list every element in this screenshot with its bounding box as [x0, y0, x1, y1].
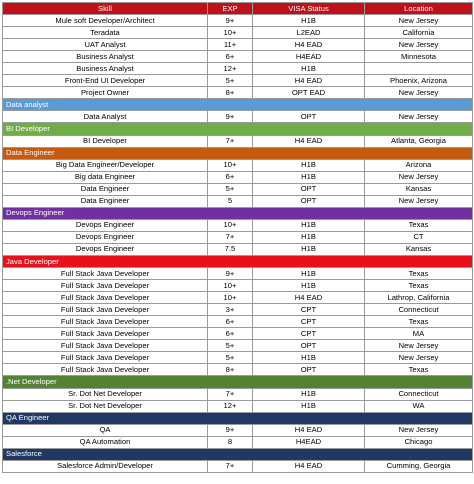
table-row: [3, 75, 473, 87]
cell-location: CT: [365, 231, 473, 243]
cell-location: Texas: [365, 280, 473, 292]
cell-skill: Business Analyst: [3, 51, 208, 63]
cell-skill: Full Stack Java Developer: [3, 268, 208, 280]
cell-visa-status: H1B: [253, 243, 365, 255]
cell-skill: UAT Analyst: [3, 39, 208, 51]
cell-visa-status: H1B: [253, 352, 365, 364]
table-row: [3, 400, 473, 412]
table-row: [3, 51, 473, 63]
cell-exp: 6+: [208, 316, 253, 328]
cell-visa-status: H4 EAD: [253, 460, 365, 472]
cell-skill: Data Engineer: [3, 195, 208, 207]
table-row: [3, 388, 473, 400]
cell-visa-status: H1B: [253, 219, 365, 231]
table-row: [3, 135, 473, 147]
header-skill: Skill: [3, 3, 208, 15]
skills-spreadsheet: [2, 2, 472, 473]
cell-visa-status: OPT: [253, 183, 365, 195]
cell-skill: Salesforce Admin/Developer: [3, 460, 208, 472]
cell-skill: Full Stack Java Developer: [3, 316, 208, 328]
cell-skill: Full Stack Java Developer: [3, 364, 208, 376]
cell-exp: 12+: [208, 63, 253, 75]
cell-visa-status: H1B: [253, 231, 365, 243]
cell-skill: Full Stack Java Developer: [3, 304, 208, 316]
cell-exp: 7+: [208, 460, 253, 472]
table-row: [3, 268, 473, 280]
table-row: [3, 424, 473, 436]
cell-location: New Jersey: [365, 39, 473, 51]
cell-skill: Devops Engineer: [3, 219, 208, 231]
cell-visa-status: H1B: [253, 159, 365, 171]
table-row: [3, 243, 473, 255]
table-row: [3, 280, 473, 292]
table-row: [3, 183, 473, 195]
cell-visa-status: H1B: [253, 388, 365, 400]
cell-visa-status: OPT: [253, 111, 365, 123]
cell-location: Lathrop, California: [365, 292, 473, 304]
table-row: [3, 352, 473, 364]
cell-skill: Sr. Dot Net Developer: [3, 388, 208, 400]
cell-exp: 7+: [208, 231, 253, 243]
cell-location: New Jersey: [365, 424, 473, 436]
cell-visa-status: OPT: [253, 195, 365, 207]
header-exp: EXP: [208, 3, 253, 15]
cell-exp: 8+: [208, 87, 253, 99]
section-title: QA Engineer: [3, 412, 473, 424]
cell-exp: 7+: [208, 135, 253, 147]
section-header-row: [3, 123, 473, 135]
cell-location: California: [365, 27, 473, 39]
table-row: [3, 171, 473, 183]
cell-skill: Full Stack Java Developer: [3, 340, 208, 352]
cell-visa-status: H1B: [253, 268, 365, 280]
cell-exp: 5+: [208, 352, 253, 364]
section-header-row: [3, 99, 473, 111]
cell-skill: Full Stack Java Developer: [3, 352, 208, 364]
cell-visa-status: H1B: [253, 63, 365, 75]
cell-location: Texas: [365, 219, 473, 231]
section-title: Salesforce: [3, 448, 473, 460]
cell-visa-status: CPT: [253, 328, 365, 340]
section-header-row: [3, 448, 473, 460]
cell-visa-status: L2EAD: [253, 27, 365, 39]
cell-exp: 5+: [208, 183, 253, 195]
cell-exp: 9+: [208, 111, 253, 123]
cell-exp: 10+: [208, 280, 253, 292]
cell-location: Texas: [365, 268, 473, 280]
table-row: [3, 27, 473, 39]
cell-exp: 12+: [208, 400, 253, 412]
cell-exp: 3+: [208, 304, 253, 316]
section-title: Data analyst: [3, 99, 473, 111]
cell-location: Kansas: [365, 183, 473, 195]
cell-visa-status: CPT: [253, 316, 365, 328]
table-row: [3, 39, 473, 51]
cell-exp: 6+: [208, 328, 253, 340]
cell-location: New Jersey: [365, 195, 473, 207]
cell-visa-status: H1B: [253, 400, 365, 412]
header-location: Location: [365, 3, 473, 15]
section-title: Java Developer: [3, 255, 473, 267]
cell-skill: Full Stack Java Developer: [3, 292, 208, 304]
section-title: Devops Engineer: [3, 207, 473, 219]
cell-exp: 8+: [208, 364, 253, 376]
cell-exp: 10+: [208, 27, 253, 39]
cell-visa-status: H4 EAD: [253, 135, 365, 147]
cell-skill: Big data Engineer: [3, 171, 208, 183]
cell-skill: Sr. Dot Net Developer: [3, 400, 208, 412]
cell-visa-status: H4 EAD: [253, 75, 365, 87]
table-row: [3, 292, 473, 304]
cell-location: [365, 63, 473, 75]
cell-visa-status: H4EAD: [253, 436, 365, 448]
header-visa-status: VISA Status: [253, 3, 365, 15]
cell-visa-status: H4 EAD: [253, 292, 365, 304]
cell-visa-status: OPT: [253, 364, 365, 376]
cell-skill: Big Data Engineer/Developer: [3, 159, 208, 171]
cell-visa-status: OPT: [253, 340, 365, 352]
table-row: [3, 340, 473, 352]
table-row: [3, 328, 473, 340]
header-row: [3, 3, 473, 15]
table-row: [3, 316, 473, 328]
cell-skill: QA Automation: [3, 436, 208, 448]
cell-location: MA: [365, 328, 473, 340]
candidates-table: [2, 2, 473, 473]
section-header-row: [3, 207, 473, 219]
cell-location: Cumming, Georgia: [365, 460, 473, 472]
cell-location: Arizona: [365, 159, 473, 171]
table-row: [3, 159, 473, 171]
cell-exp: 5+: [208, 340, 253, 352]
cell-exp: 11+: [208, 39, 253, 51]
table-row: [3, 460, 473, 472]
cell-visa-status: H4EAD: [253, 51, 365, 63]
table-row: [3, 231, 473, 243]
cell-skill: Devops Engineer: [3, 243, 208, 255]
cell-exp: 10+: [208, 159, 253, 171]
table-row: [3, 87, 473, 99]
cell-visa-status: H1B: [253, 171, 365, 183]
cell-skill: QA: [3, 424, 208, 436]
cell-skill: Business Analyst: [3, 63, 208, 75]
cell-location: New Jersey: [365, 15, 473, 27]
cell-exp: 7.5: [208, 243, 253, 255]
cell-exp: 10+: [208, 219, 253, 231]
cell-visa-status: H1B: [253, 15, 365, 27]
cell-location: Kansas: [365, 243, 473, 255]
table-row: [3, 436, 473, 448]
section-header-row: [3, 376, 473, 388]
cell-exp: 5+: [208, 75, 253, 87]
section-header-row: [3, 255, 473, 267]
table-row: [3, 219, 473, 231]
cell-skill: BI Developer: [3, 135, 208, 147]
cell-exp: 7+: [208, 388, 253, 400]
table-row: [3, 304, 473, 316]
cell-skill: Teradata: [3, 27, 208, 39]
table-row: [3, 63, 473, 75]
section-title: .Net Developer: [3, 376, 473, 388]
cell-location: Texas: [365, 364, 473, 376]
cell-skill: Project Owner: [3, 87, 208, 99]
cell-exp: 10+: [208, 292, 253, 304]
cell-visa-status: H4 EAD: [253, 39, 365, 51]
table-row: [3, 195, 473, 207]
table-row: [3, 15, 473, 27]
section-title: BI Developer: [3, 123, 473, 135]
cell-exp: 9+: [208, 268, 253, 280]
cell-location: New Jersey: [365, 352, 473, 364]
cell-location: New Jersey: [365, 111, 473, 123]
cell-location: Connecticut: [365, 304, 473, 316]
section-header-row: [3, 412, 473, 424]
cell-skill: Data Analyst: [3, 111, 208, 123]
cell-exp: 6+: [208, 171, 253, 183]
cell-skill: Mule soft Developer/Architect: [3, 15, 208, 27]
cell-location: WA: [365, 400, 473, 412]
table-row: [3, 111, 473, 123]
cell-location: Connecticut: [365, 388, 473, 400]
section-title: Data Engineer: [3, 147, 473, 159]
cell-location: Chicago: [365, 436, 473, 448]
cell-location: New Jersey: [365, 171, 473, 183]
cell-exp: 9+: [208, 15, 253, 27]
cell-visa-status: H1B: [253, 280, 365, 292]
cell-location: Texas: [365, 316, 473, 328]
cell-skill: Data Engineer: [3, 183, 208, 195]
cell-skill: Full Stack Java Developer: [3, 280, 208, 292]
section-header-row: [3, 147, 473, 159]
cell-visa-status: H4 EAD: [253, 424, 365, 436]
cell-exp: 6+: [208, 51, 253, 63]
table-body: [3, 15, 473, 473]
cell-location: Minnesota: [365, 51, 473, 63]
cell-visa-status: CPT: [253, 304, 365, 316]
cell-visa-status: OPT EAD: [253, 87, 365, 99]
cell-skill: Full Stack Java Developer: [3, 328, 208, 340]
table-row: [3, 364, 473, 376]
cell-location: New Jersey: [365, 87, 473, 99]
cell-exp: 5: [208, 195, 253, 207]
cell-location: New Jersey: [365, 340, 473, 352]
cell-exp: 9+: [208, 424, 253, 436]
cell-location: Atlanta, Georgia: [365, 135, 473, 147]
cell-location: Phoenix, Arizona: [365, 75, 473, 87]
cell-skill: Front-End UI Developer: [3, 75, 208, 87]
cell-skill: Devops Engineer: [3, 231, 208, 243]
cell-exp: 8: [208, 436, 253, 448]
